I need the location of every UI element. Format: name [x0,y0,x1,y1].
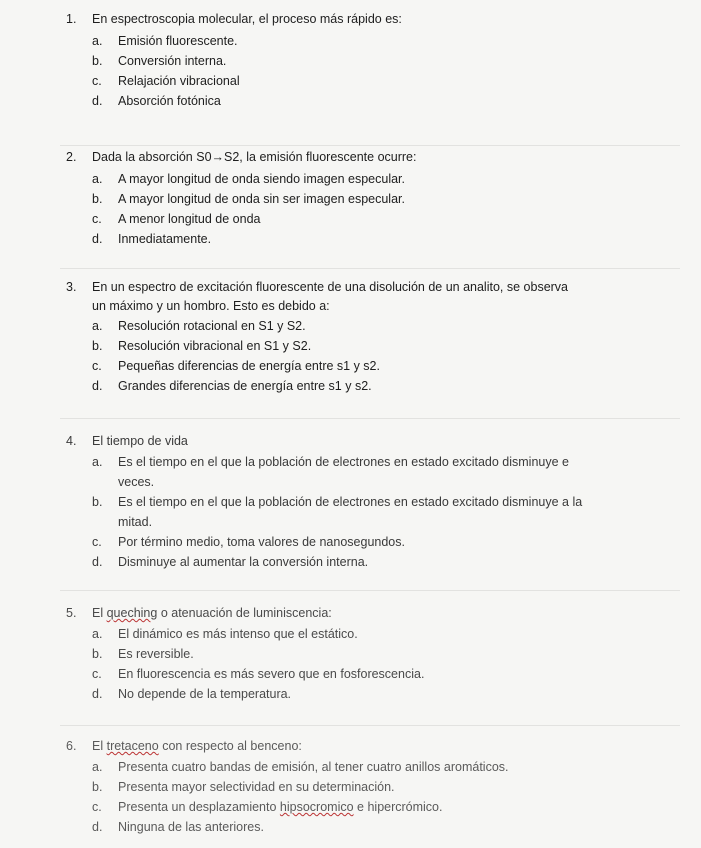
option-c [0,797,701,817]
question-text-post: o atenuación de luminiscencia: [157,606,332,620]
option-letter: d. [92,94,103,108]
option-letter: c. [92,359,102,373]
question-text-post: con respecto al benceno: [158,739,302,753]
question-text-pre: El [92,739,107,753]
option-letter: b. [92,54,103,68]
option-c [0,356,701,376]
option-text: Relajación vibracional [118,74,240,88]
option-letter: d. [92,555,103,569]
misspelled-word: tretaceno [106,739,159,753]
option-b [0,777,701,797]
option-letter: a. [92,455,103,469]
option-c [0,664,701,684]
option-d [0,552,701,572]
option-letter: a. [92,627,103,641]
option-text: Presenta mayor selectividad en su determinación. [118,780,395,794]
option-b [0,644,701,664]
scan-line [60,145,680,146]
question-text-line-1: En un espectro de excitación fluorescente de una disolución de un analito, se observa [92,280,569,294]
question-text: El tiempo de vida [92,434,188,448]
question-number: 3. [66,280,77,294]
option-letter: c. [92,800,102,814]
option-text: Resolución rotacional en S1 y S2. [118,319,306,333]
option-text: A mayor longitud de onda siendo imagen especular. [118,172,405,186]
option-letter: d. [92,820,103,834]
option-letter: b. [92,339,103,353]
option-letter: d. [92,379,103,393]
question-text [92,738,302,755]
option-text: A menor longitud de onda [118,212,261,226]
option-text: En fluorescencia es más severo que en fosforescencia. [118,667,425,681]
question-number: 5. [66,606,77,620]
option-a [0,169,701,189]
option-a [0,316,701,336]
option-d [0,684,701,704]
option-text: No depende de la temperatura. [118,687,292,701]
option-a-continuation [0,472,701,492]
option-text [118,797,443,817]
scan-line [60,590,680,591]
option-a [0,757,701,777]
option-text: Grandes diferencias de energía entre s1 y s2. [118,379,372,393]
option-text: Ninguna de las anteriores. [118,820,264,834]
question-1 [0,11,701,111]
option-text-continued: mitad. [118,515,153,529]
option-letter: b. [92,495,103,509]
option-a [0,452,701,472]
option-letter: b. [92,780,103,794]
scan-line [60,268,680,269]
option-text: Por término medio, toma valores de nanosegundos. [118,535,405,549]
question-text [92,605,332,622]
option-letter: a. [92,760,103,774]
option-text: Pequeñas diferencias de energía entre s1 y s2. [118,359,380,373]
question-3 [0,279,701,396]
option-c [0,532,701,552]
scan-line [60,725,680,726]
option-text: Es el tiempo en el que la población de electrones en estado excitado disminuye a la [118,495,583,509]
question-number: 6. [66,739,77,753]
option-d [0,817,701,837]
question-text: En espectroscopia molecular, el proceso más rápido es: [92,12,402,26]
option-c [0,209,701,229]
question-4 [0,433,701,572]
option-letter: c. [92,74,102,88]
option-letter: a. [92,34,103,48]
option-b [0,336,701,356]
option-a [0,624,701,644]
option-letter: b. [92,647,103,661]
scan-line [60,418,680,419]
option-d [0,229,701,249]
option-text: Resolución vibracional en S1 y S2. [118,339,312,353]
option-text: Es el tiempo en el que la población de electrones en estado excitado disminuye e [118,455,569,469]
question-number: 2. [66,150,77,164]
option-text: Absorción fotónica [118,94,221,108]
option-text: Emisión fluorescente. [118,34,238,48]
option-text-pre: Presenta un desplazamiento [118,800,280,814]
option-letter: c. [92,212,102,226]
option-text: Conversión interna. [118,54,227,68]
option-text: A mayor longitud de onda sin ser imagen especular. [118,192,405,206]
option-d [0,91,701,111]
option-b [0,51,701,71]
question-2 [0,149,701,249]
question-number: 4. [66,434,77,448]
question-5 [0,605,701,704]
option-c [0,71,701,91]
misspelled-word: hipsocromico [279,800,354,814]
question-text: Dada la absorción S0→S2, la emisión fluorescente ocurre: [92,150,417,164]
option-text-continued: veces. [118,475,155,489]
option-letter: c. [92,535,102,549]
option-b [0,492,701,512]
option-text: El dinámico es más intenso que el estático. [118,627,358,641]
option-text-post: e hipercrómico. [353,800,443,814]
question-6 [0,738,701,837]
option-d [0,376,701,396]
option-letter: a. [92,319,103,333]
question-text-line-2: un máximo y un hombro. Esto es debido a: [92,299,330,313]
option-letter: d. [92,232,103,246]
option-a [0,31,701,51]
question-number: 1. [66,12,77,26]
option-text: Disminuye al aumentar la conversión interna. [118,555,369,569]
misspelled-word: queching [106,606,158,620]
option-letter: a. [92,172,103,186]
option-letter: b. [92,192,103,206]
question-text-pre: El [92,606,107,620]
option-text: Inmediatamente. [118,232,212,246]
option-text: Es reversible. [118,647,194,661]
option-letter: d. [92,687,103,701]
option-text: Presenta cuatro bandas de emisión, al tener cuatro anillos aromáticos. [118,760,509,774]
option-b-continuation [0,512,701,532]
option-letter: c. [92,667,102,681]
option-b [0,189,701,209]
